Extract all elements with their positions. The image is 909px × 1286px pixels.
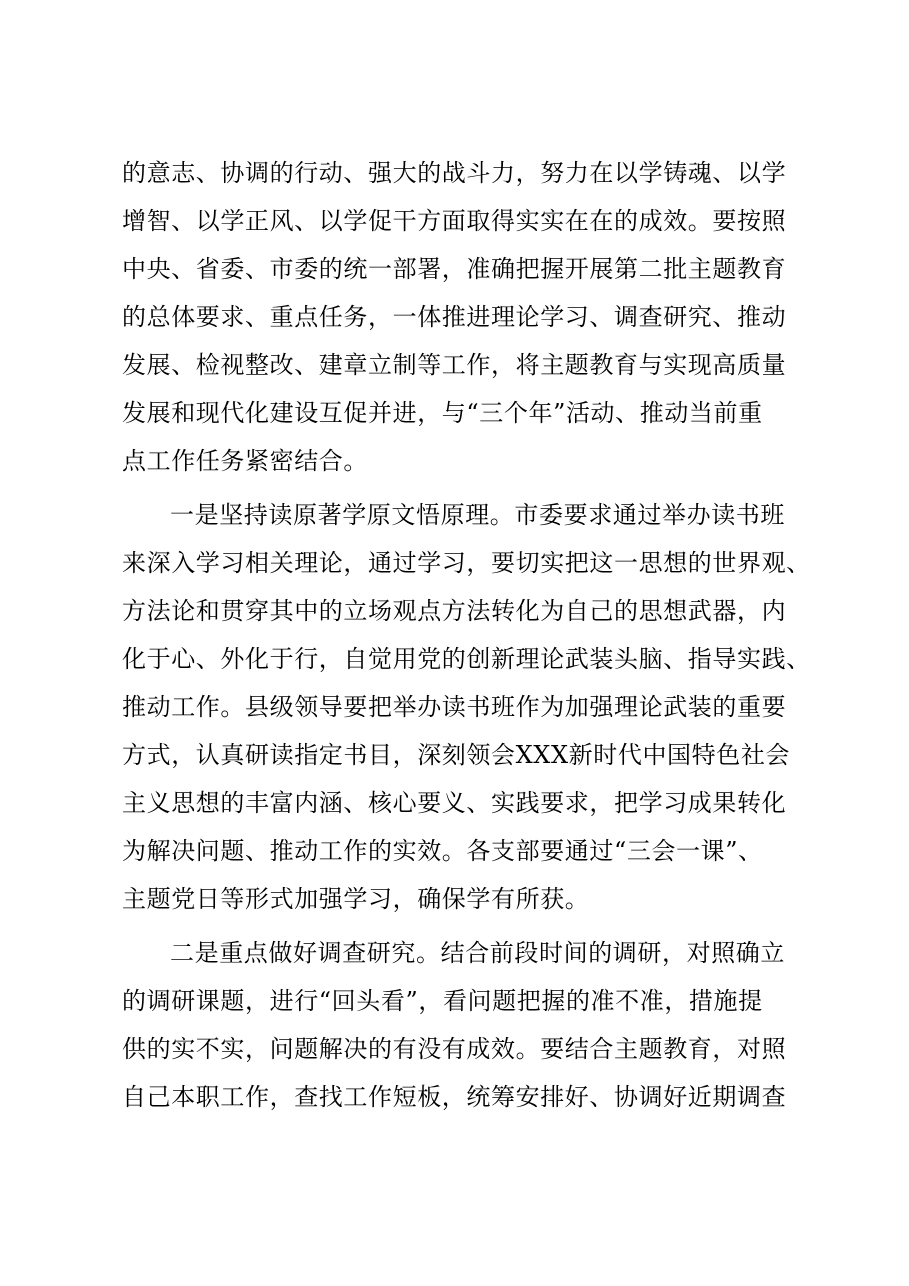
text-line: 增智、以学正风、以学促干方面取得实实在在的成效。要按照: [122, 207, 787, 235]
text-line: 中央、省委、市委的统一部署，准确把握开展第二批主题教育: [122, 255, 787, 283]
paragraph-2: [122, 497, 811, 917]
text-line: 供的实不实，问题解决的有没有成效。要结合主题教育，对照: [122, 1035, 787, 1063]
text-line: 的调研课题，进行“回头看”，看问题把握的准不准，措施提: [122, 987, 763, 1015]
paragraph-1: [122, 155, 802, 479]
document-body: [122, 155, 811, 1127]
text-line: 的总体要求、重点任务，一体推进理论学习、调查研究、推动: [122, 303, 787, 331]
text-line: 化于心、外化于行，自觉用党的创新理论武装头脑、指导实践、: [122, 645, 811, 673]
text-line: 点工作任务紧密结合。: [122, 447, 368, 475]
paragraph-3: [122, 935, 802, 1115]
text-line: 方法论和贯穿其中的立场观点方法转化为自己的思想武器，内: [122, 597, 787, 625]
text-line: 来深入学习相关理论，通过学习，要切实把这一思想的世界观、: [122, 549, 811, 577]
text-line: 发展、检视整改、建章立制等工作，将主题教育与实现高质量: [122, 351, 787, 379]
text-line: 推动工作。县级领导要把举办读书班作为加强理论武装的重要: [122, 693, 787, 721]
text-line: 二是重点做好调查研究。结合前段时间的调研，对照确立: [170, 939, 785, 967]
text-line: 为解决问题、推动工作的实效。各支部要通过“三会一课”、: [122, 837, 763, 865]
text-line: 发展和现代化建设互促并进，与“三个年”活动、推动当前重: [122, 399, 763, 427]
text-line: 主义思想的丰富内涵、核心要义、实践要求，把学习成果转化: [122, 789, 787, 817]
text-line: 方式，认真研读指定书目，深刻领会XXX新时代中国特色社会: [122, 741, 791, 769]
text-line: 自己本职工作，查找工作短板，统筹安排好、协调好近期调查: [122, 1083, 787, 1111]
text-line: 主题党日等形式加强学习，确保学有所获。: [122, 885, 590, 913]
text-line: 一是坚持读原著学原文悟原理。市委要求通过举办读书班: [170, 501, 785, 529]
text-line: 的意志、协调的行动、强大的战斗力，努力在以学铸魂、以学: [122, 159, 787, 187]
